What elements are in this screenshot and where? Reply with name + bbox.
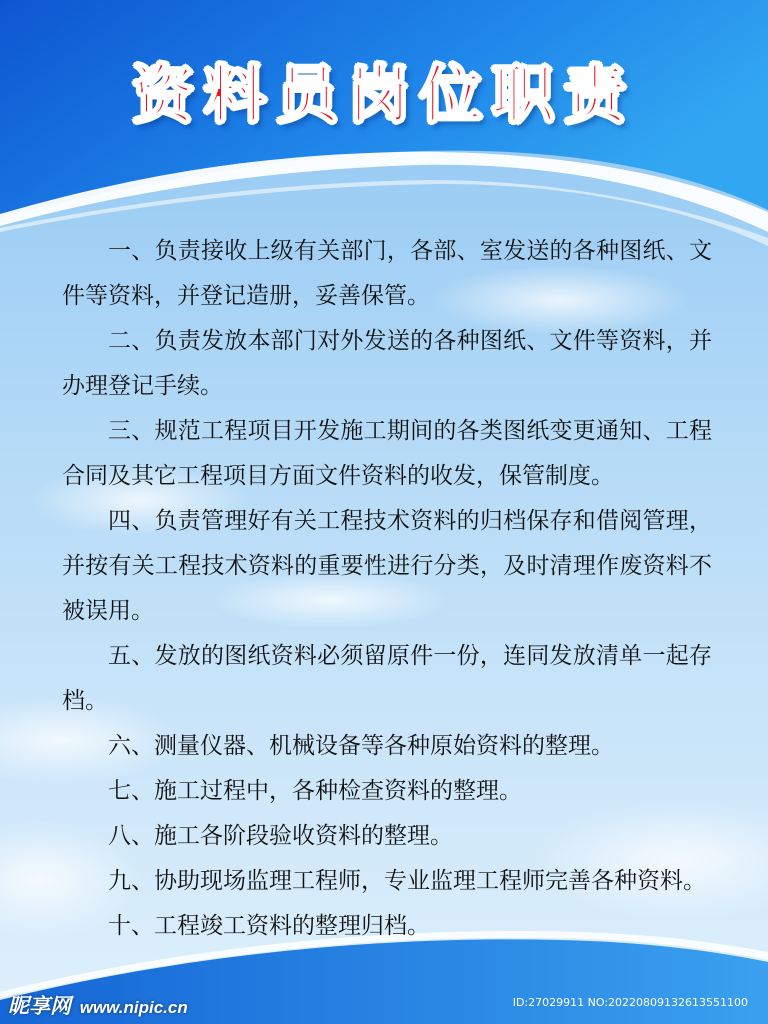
watermark-id: ID:27029911 NO:20220809132613551100	[512, 996, 748, 1009]
duty-item-1: 一、负责接收上级有关部门，各部、室发送的各种图纸、文件等资料，并登记造册，妥善保管。	[62, 238, 712, 309]
duty-item-8: 八、施工各阶段验收资料的整理。	[108, 823, 453, 849]
duty-item-6: 六、测量仪器、机械设备等各种原始资料的整理。	[108, 733, 614, 759]
duty-item-9: 九、协助现场监理工程师，专业监理工程师完善各种资料。	[108, 868, 706, 894]
duty-item-3: 三、规范工程项目开发施工期间的各类图纸变更通知、工程合同及其它工程项目方面文件资料的收发，保管制度。	[62, 418, 712, 489]
duty-item-7: 七、施工过程中，各种检查资料的整理。	[108, 778, 522, 804]
watermark-logo-text: 昵享网	[8, 995, 71, 1018]
watermark-url: www.nipic.cn	[79, 998, 188, 1017]
duty-list	[62, 229, 712, 949]
watermark-logo	[8, 990, 188, 1018]
duty-item-5: 五、发放的图纸资料必须留原件一份，连同发放清单一起存档。	[62, 643, 712, 714]
duty-item-2: 二、负责发放本部门对外发送的各种图纸、文件等资料，并办理登记手续。	[62, 328, 712, 399]
duty-item-4: 四、负责管理好有关工程技术资料的归档保存和借阅管理，并按有关工程技术资料的重要性进行分类，及时清理作废资料不被误用。	[62, 508, 712, 624]
page-title: 资料员岗位职责	[131, 58, 636, 131]
duty-item-10: 十、工程竣工资料的整理归档。	[108, 913, 430, 939]
